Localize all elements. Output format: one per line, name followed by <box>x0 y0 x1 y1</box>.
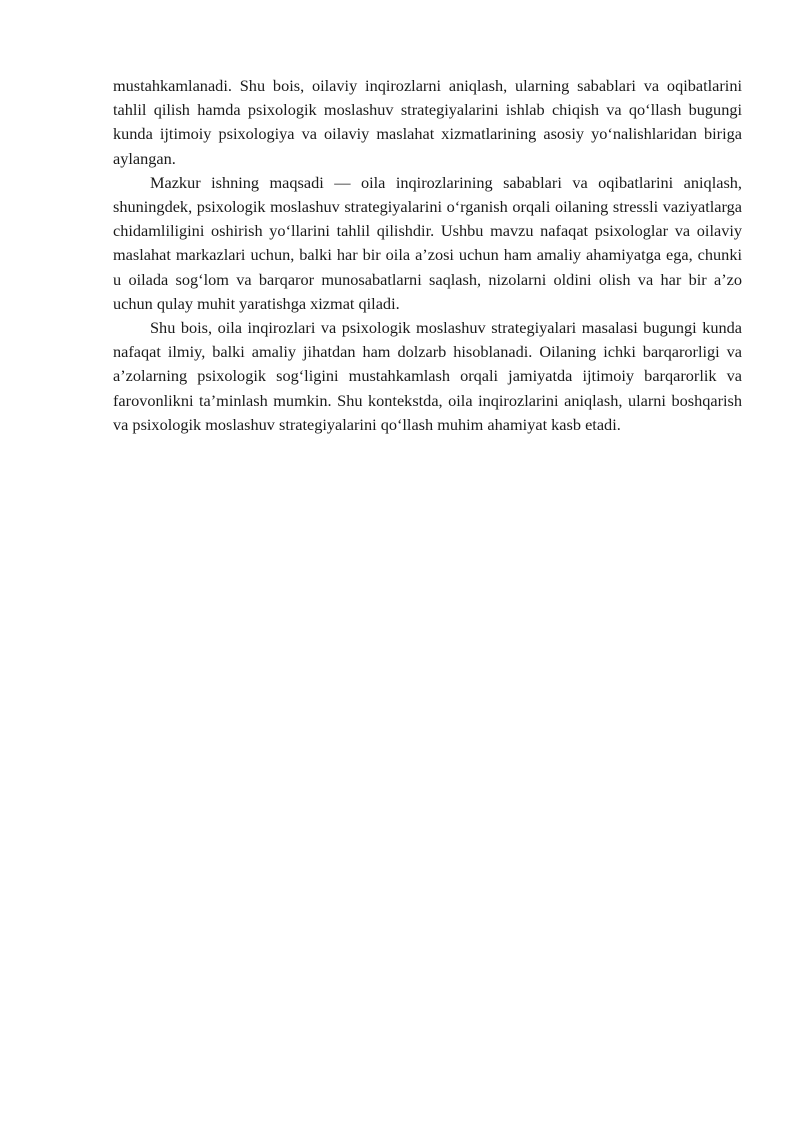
paragraph-conclusion: Shu bois, oila inqirozlari va psixologik moslashuv strategiyalari masalasi bugungi kunda nafaqat ilmiy, balki amaliy jihatdan ham dolzarb hisoblanadi. Oilaning ichki barqarorligi va a’zolarning psixologik sog‘ligini mustahkamlash orqali jamiyatda ijtimoiy barqarorlik va farovonlikni ta’minlash mumkin. Shu kontekstda, oila inqirozlarini aniqlash, ularni boshqarish va psixologik moslashuv strategiyalarini qo‘llash muhim ahamiyat kasb etadi. <box>113 318 742 434</box>
document-body <box>113 74 742 437</box>
paragraph-continuation: mustahkamlanadi. Shu bois, oilaviy inqirozlarni aniqlash, ularning sabablari va oqibatlarini tahlil qilish hamda psixologik moslashuv strategiyalarini ishlab chiqish va qo‘llash bugungi kunda ijtimoiy psixologiya va oilaviy maslahat xizmatlarining asosiy yo‘nalishlaridan biriga aylangan. <box>113 76 742 168</box>
paragraph-purpose: Mazkur ishning maqsadi — oila inqirozlarining sabablari va oqibatlarini aniqlash, shuningdek, psixologik moslashuv strategiyalarini o‘rganish orqali oilaning stressli vaziyatlarga chidamliligini oshirish yo‘llarini tahlil qilishdir. Ushbu mavzu nafaqat psixologlar va oilaviy maslahat markazlari uchun, balki har bir oila a’zosi uchun ham amaliy ahamiyatga ega, chunki u oilada sog‘lom va barqaror munosabatlarni saqlash, nizolarni oldini olish va har bir a’zo uchun qulay muhit yaratishga xizmat qiladi. <box>113 172 742 313</box>
